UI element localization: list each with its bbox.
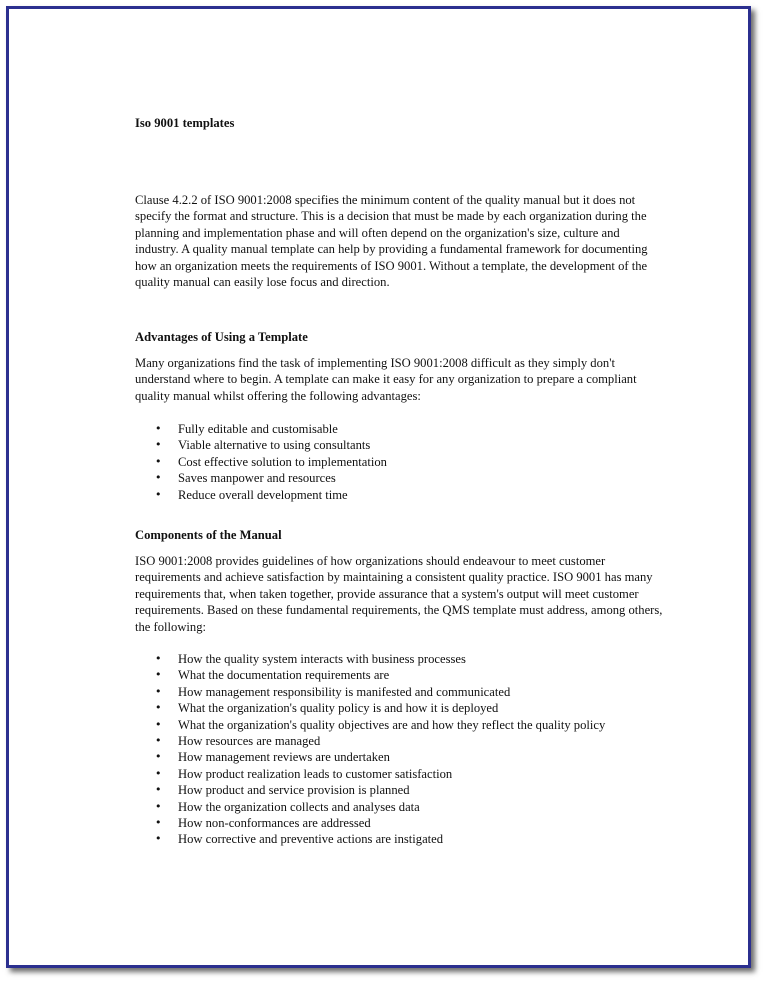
- document-page: [6, 6, 751, 968]
- list-item: • Viable alternative to using consultants: [155, 437, 655, 453]
- list-item: • How management responsibility is manifested and communicated: [155, 684, 655, 700]
- list-item: • Saves manpower and resources: [155, 470, 655, 486]
- components-paragraph: ISO 9001:2008 provides guidelines of how organizations should endeavour to meet customer requirements and achieve satisfaction by maintaining a consistent quality practice. ISO 9001 has many requirements that, when taken together, provide assurance that a system's output will meet customer requirements. Based on these fundamental requirements, the QMS template must address, among others, the following:: [135, 554, 663, 634]
- list-item: • Reduce overall development time: [155, 487, 655, 503]
- components-heading: Components of the Manual: [135, 528, 282, 542]
- list-item: • What the documentation requirements are: [155, 667, 655, 683]
- list-item: • How the quality system interacts with business processes: [155, 651, 655, 667]
- document-title: Iso 9001 templates: [135, 116, 235, 130]
- advantages-list: [155, 421, 655, 503]
- list-item: • How management reviews are undertaken: [155, 749, 655, 765]
- advantages-paragraph: Many organizations find the task of implementing ISO 9001:2008 difficult as they simply don't understand where to begin. A template can make it easy for any organization to prepare a compliant quality manual whilst offering the following advantages:: [135, 356, 637, 403]
- list-item: • Fully editable and customisable: [155, 421, 655, 437]
- list-item: • How resources are managed: [155, 733, 655, 749]
- list-item: • How non-conformances are addressed: [155, 815, 655, 831]
- components-list: [155, 651, 655, 848]
- list-item: • How corrective and preventive actions are instigated: [155, 831, 655, 847]
- list-item: • How product and service provision is planned: [155, 782, 655, 798]
- intro-paragraph: Clause 4.2.2 of ISO 9001:2008 specifies the minimum content of the quality manual but it does not specify the format and structure. This is a decision that must be made by each organization during the planning and implementation phase and will often depend on the organization's size, culture and industry. A quality manual template can help by providing a fundamental framework for documenting how an organization meets the requirements of ISO 9001. Without a template, the development of the quality manual can easily lose focus and direction.: [135, 193, 648, 290]
- list-item: • How product realization leads to customer satisfaction: [155, 766, 655, 782]
- list-item: • Cost effective solution to implementation: [155, 454, 655, 470]
- advantages-heading: Advantages of Using a Template: [135, 330, 308, 344]
- list-item: • What the organization's quality policy is and how it is deployed: [155, 700, 655, 716]
- list-item: • What the organization's quality objectives are and how they reflect the quality policy: [155, 717, 655, 733]
- list-item: • How the organization collects and analyses data: [155, 799, 655, 815]
